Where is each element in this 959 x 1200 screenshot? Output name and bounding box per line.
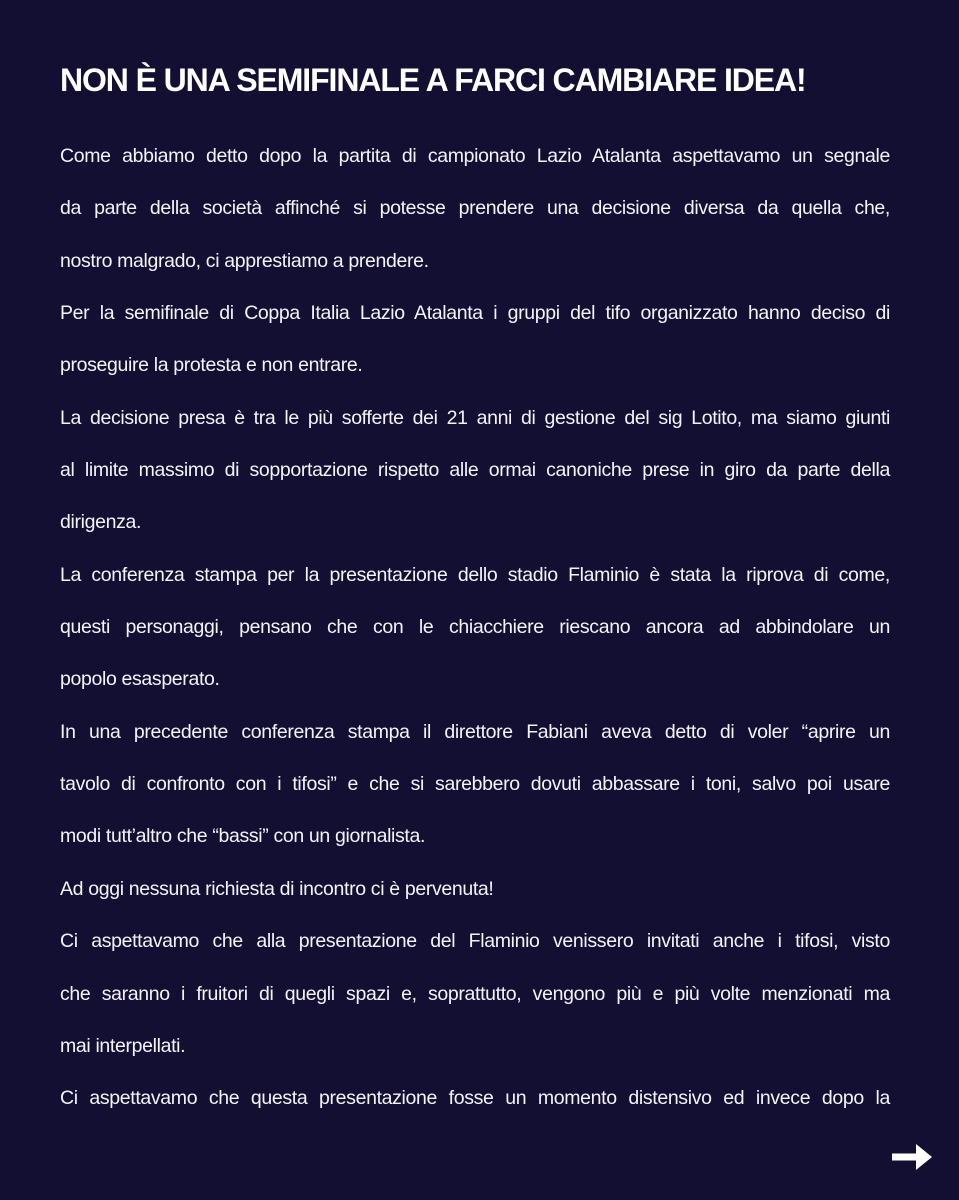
text-line: mai interpellati.: [60, 1034, 186, 1057]
text-line: In una precedente conferenza stampa il direttore Fabiani aveva detto di voler “aprire un: [60, 720, 890, 743]
text-line: nostro malgrado, ci apprestiamo a prendere.: [60, 249, 429, 272]
statement-body: [60, 130, 890, 1125]
text-line: popolo esasperato.: [60, 668, 220, 691]
text-line: Ci aspettavamo che questa presentazione fosse un momento distensivo ed invece dopo la: [60, 1087, 890, 1110]
page-title: NON È UNA SEMIFINALE A FARCI CAMBIARE IDEA!: [60, 62, 806, 98]
text-line: proseguire la protesta e non entrare.: [60, 354, 363, 377]
text-line: questi personaggi, pensano che con le chiacchiere riescano ancora ad abbindolare un: [60, 616, 890, 639]
text-line: tavolo di confronto con i tifosi” e che si sarebbero dovuti abbassare i toni, salvo poi usare: [60, 773, 890, 796]
text-line: dirigenza.: [60, 511, 142, 534]
text-line: modi tutt’altro che “bassi” con un giornalista.: [60, 825, 426, 848]
text-line: al limite massimo di sopportazione rispetto alle ormai canoniche prese in giro da parte della: [60, 459, 890, 482]
text-line: La decisione presa è tra le più sofferte dei 21 anni di gestione del sig Lotito, ma siamo giunti: [60, 406, 890, 429]
text-line: da parte della società affinché si potesse prendere una decisione diversa da quella che,: [60, 197, 890, 220]
text-line: Per la semifinale di Coppa Italia Lazio Atalanta i gruppi del tifo organizzato hanno deciso di: [60, 302, 890, 325]
text-line: Ad oggi nessuna richiesta di incontro ci è pervenuta!: [60, 877, 494, 900]
text-line: Ci aspettavamo che alla presentazione del Flaminio venissero invitati anche i tifosi, visto: [60, 930, 890, 953]
text-line: Come abbiamo detto dopo la partita di campionato Lazio Atalanta aspettavamo un segnale: [60, 145, 890, 167]
text-line: La conferenza stampa per la presentazione dello stadio Flaminio è stata la riprova di come,: [60, 563, 890, 586]
arrow-right-icon[interactable]: [890, 1141, 934, 1173]
text-line: che saranno i fruitori di quegli spazi e, soprattutto, vengono più e più volte menzionati ma: [60, 982, 890, 1005]
